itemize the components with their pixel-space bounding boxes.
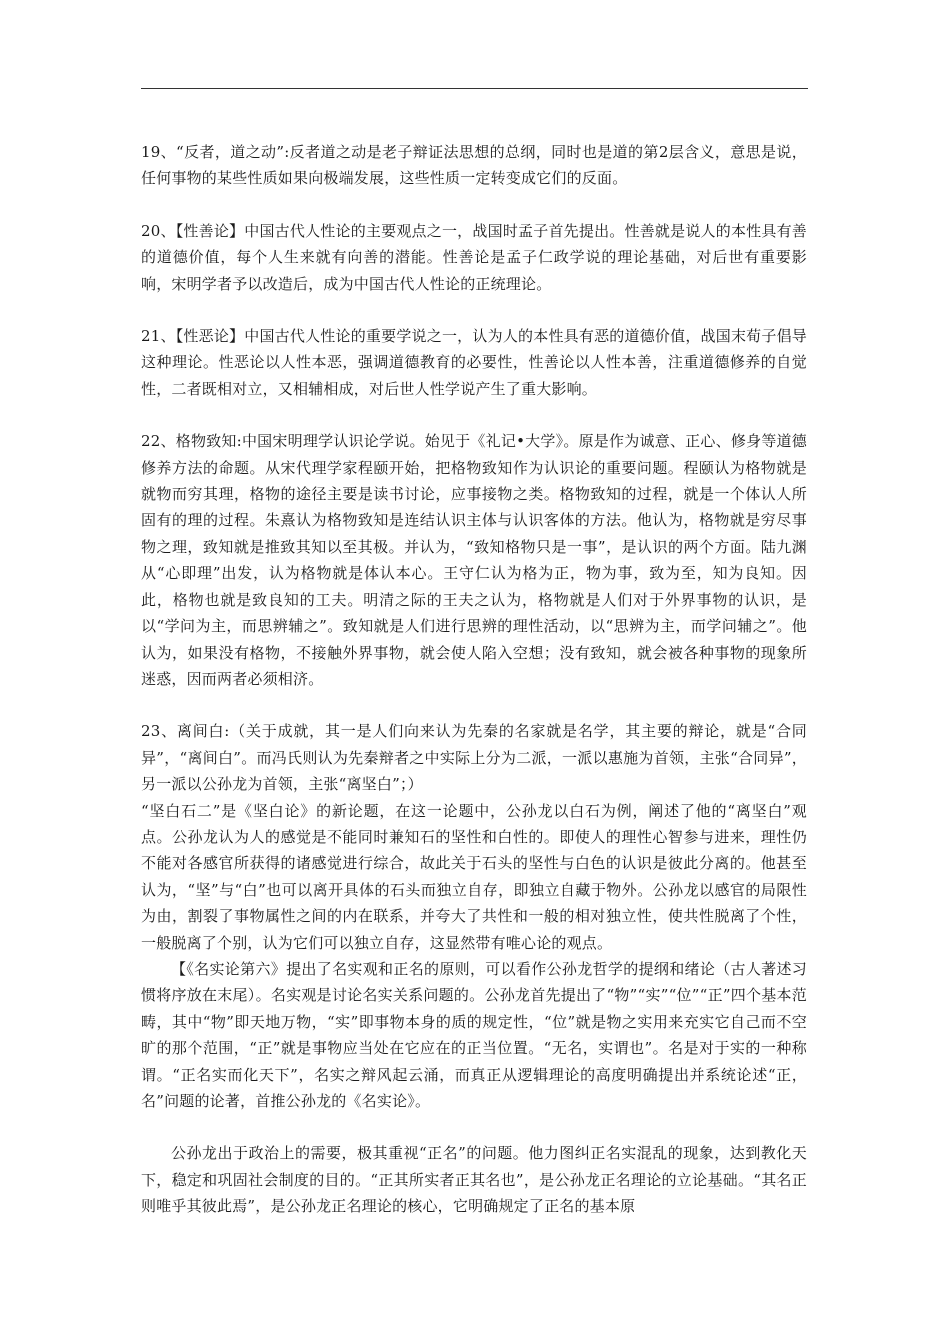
paragraph-23-mingshilun: 【《名实论第六》提出了名实观和正名的原则，可以看作公孙龙哲学的提纲和绪论（古人著述习惯将序放在末尾）。名实观是讨论名实关系问题的。公孙龙首先提出了“物”“实”“位”“正”四个基本范畴，其中“物”即天地万物，“实”即事物本身的质的规定性，“位”就是物之实用来充实它自己而不空旷的那个范围，“正”就是事物应当处在它应在的正当位置。“无名，实谓也”。名是对于实的一种称谓。“正名实而化天下”，名实之辩风起云涌，而真正从逻辑理论的高度明确提出并系统论述“正，名”问题的论著，首推公孙龙的《名实论》。 <box>141 959 807 1110</box>
paragraph-23-lijianbai: 23、离间白:（关于成就，其一是人们向来认为先秦的名家就是名学，其主要的辩论，就是“合同异”，“离间白”。而冯氏则认为先秦辩者之中实际上分为二派，一派以惠施为首领，主张“合同异”，另一派以公孙龙为首领，主张“离坚白”；） <box>141 722 807 794</box>
paragraph-20-xingshan: 20、【性善论】中国古代人性论的主要观点之一，战国时孟子首先提出。性善就是说人的本性具有善的道德价值，每个人生来就有向善的潜能。性善论是孟子仁政学说的理论基础，对后世有重要影响，宋明学者予以改造后，成为中国古代人性论的正统理论。 <box>141 221 807 293</box>
paragraph-21-xinge: 21、【性恶论】中国古代人性论的重要学说之一，认为人的本性具有恶的道德价值，战国末荀子倡导这种理论。性恶论以人性本恶，强调道德教育的必要性，性善论以人性本善，注重道德修养的自觉性，二者既相对立，又相辅相成，对后世人性学说产生了重大影响。 <box>141 327 807 398</box>
paragraph-19-fanzhe: 19、“反者，道之动”:反者道之动是老子辩证法思想的总纲，同时也是道的第2层含义，意思是说，任何事物的某些性质如果向极端发展，这些性质一定转变成它们的反面。 <box>141 143 807 188</box>
paragraph-24-zhengming: 公孙龙出于政治上的需要，极其重视“正名”的问题。他力图纠正名实混乱的现象，达到教化天下，稳定和巩固社会制度的目的。“正其所实者正其名也”，是公孙龙正名理论的立论基础。“其名正则唯乎其彼此焉”，是公孙龙正名理论的核心，它明确规定了正名的基本原 <box>141 1144 807 1216</box>
paragraph-22-gewu-zhizhi: 22、格物致知:中国宋明理学认识论学说。始见于《礼记•大学》。原是作为诚意、正心、修身等道德修养方法的命题。从宋代理学家程颐开始，把格物致知作为认识论的重要问题。程颐认为格物就是就物而穷其理，格物的途径主要是读书讨论，应事接物之类。格物致知的过程，就是一个体认人所固有的理的过程。朱熹认为格物致知是连结认识主体与认识客体的方法。他认为，格物就是穷尽事物之理，致知就是推致其知以至其极。并认为，“致知格物只是一事”，是认识的两个方面。陆九渊从“心即理”出发，认为格物就是体认本心。王守仁认为格为正，物为事，致为至，知为良知。因此，格物也就是致良知的工夫。明清之际的王夫之认为，格物就是人们对于外界事物的认识，是以“学问为主，而思辨辅之”。致知就是人们进行思辨的理性活动，以“思辨为主，而学问辅之”。他认为，如果没有格物，不接触外界事物，就会使人陷入空想；没有致知，就会被各种事物的现象所迷惑，因而两者必须相济。 <box>141 432 807 688</box>
header-rule <box>141 88 808 89</box>
body-text <box>141 139 807 1220</box>
paragraph-23-jianbaishi: “坚白石二”是《坚白论》的新论题，在这一论题中，公孙龙以白石为例，阐述了他的“离坚白”观点。公孙龙认为人的感觉是不能同时兼知石的坚性和白性的。即使人的理性心智参与进来，理性仍不能对各感官所获得的诸感觉进行综合，故此关于石头的坚性与白色的认识是彼此分离的。他甚至认为，“坚”与“白”也可以离开具体的石头而独立自存，即独立自藏于物外。公孙龙以感官的局限性为由，割裂了事物属性之间的内在联系，并夸大了共性和一般的相对独立性，使共性脱离了个性，一般脱离了个别，认为它们可以独立自存，这显然带有唯心论的观点。 <box>141 801 807 952</box>
